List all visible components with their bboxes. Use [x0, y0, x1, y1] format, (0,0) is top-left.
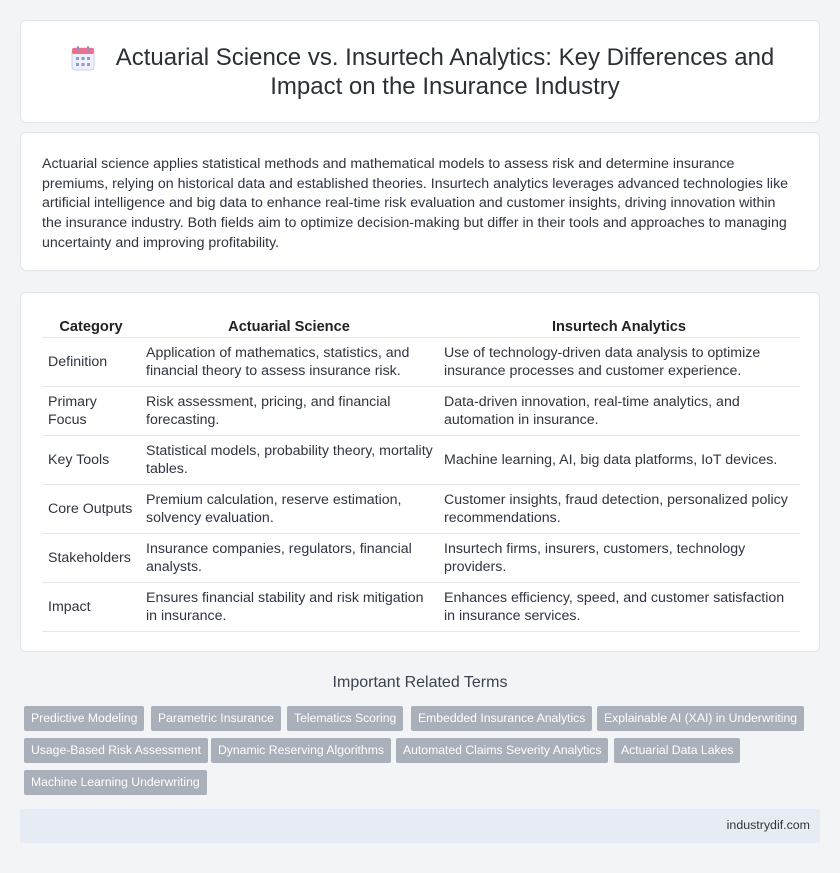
table-row — [42, 485, 800, 534]
footer — [20, 809, 820, 843]
related-term-tag[interactable]: Automated Claims Severity Analytics — [396, 738, 608, 763]
header-category: Category — [42, 315, 140, 338]
row-insurtech: Use of technology-driven data analysis to optimize insurance processes and customer experience. — [438, 338, 800, 387]
related-term-tag[interactable]: Parametric Insurance — [151, 706, 281, 731]
table-row — [42, 387, 800, 436]
related-term-tag[interactable]: Predictive Modeling — [24, 706, 144, 731]
row-insurtech: Enhances efficiency, speed, and customer satisfaction in insurance services. — [438, 583, 800, 632]
header-insurtech-analytics: Insurtech Analytics — [438, 315, 800, 338]
row-insurtech: Data-driven innovation, real-time analytics, and automation in insurance. — [438, 387, 800, 436]
row-category: Core Outputs — [42, 485, 140, 534]
related-term-tag[interactable]: Actuarial Data Lakes — [614, 738, 740, 763]
related-term-tag[interactable]: Telematics Scoring — [287, 706, 403, 731]
row-actuarial: Premium calculation, reserve estimation, solvency evaluation. — [140, 485, 438, 534]
row-actuarial: Insurance companies, regulators, financial analysts. — [140, 534, 438, 583]
related-terms-title: Important Related Terms — [332, 674, 508, 691]
intro-card — [20, 132, 820, 271]
comparison-card — [20, 292, 820, 652]
row-insurtech: Machine learning, AI, big data platforms, IoT devices. — [438, 436, 800, 485]
row-category: Primary Focus — [42, 387, 140, 436]
related-term-tag[interactable]: Embedded Insurance Analytics — [411, 706, 592, 731]
row-category: Key Tools — [42, 436, 140, 485]
row-insurtech: Insurtech firms, insurers, customers, technology providers. — [438, 534, 800, 583]
header-card — [20, 20, 820, 123]
row-actuarial: Risk assessment, pricing, and financial forecasting. — [140, 387, 438, 436]
row-actuarial: Ensures financial stability and risk mitigation in insurance. — [140, 583, 438, 632]
related-term-tag[interactable]: Machine Learning Underwriting — [24, 770, 207, 795]
page-title: Actuarial Science vs. Insurtech Analytics: Key Differences and Impact on the Insurance Industry — [115, 44, 775, 100]
row-actuarial: Statistical models, probability theory, mortality tables. — [140, 436, 438, 485]
table-header-row — [42, 315, 800, 338]
table-row — [42, 583, 800, 632]
related-term-tag[interactable]: Usage-Based Risk Assessment — [24, 738, 208, 763]
table-row — [42, 338, 800, 387]
row-category: Impact — [42, 583, 140, 632]
related-term-tag[interactable]: Dynamic Reserving Algorithms — [211, 738, 391, 763]
row-category: Stakeholders — [42, 534, 140, 583]
row-category: Definition — [42, 338, 140, 387]
related-term-tag[interactable]: Explainable AI (XAI) in Underwriting — [597, 706, 804, 731]
header-actuarial-science: Actuarial Science — [140, 315, 438, 338]
comparison-table — [42, 315, 800, 632]
footer-site-link[interactable]: industrydif.com — [726, 818, 810, 832]
row-actuarial: Application of mathematics, statistics, and financial theory to assess insurance risk. — [140, 338, 438, 387]
table-row — [42, 436, 800, 485]
intro-paragraph: Actuarial science applies statistical methods and mathematical models to assess risk and determine insurance premiums, relying on historical data and established theories. Insurtech analytics leverages advanced technologies like artificial intelligence and big data to enhance real-time risk evaluation and customer insights, driving innovation within the insurance industry. Both fields aim to optimize decision-making but differ in their tools and approaches to managing uncertainty and improving profitability. — [42, 156, 789, 251]
table-row — [42, 534, 800, 583]
row-insurtech: Customer insights, fraud detection, personalized policy recommendations. — [438, 485, 800, 534]
